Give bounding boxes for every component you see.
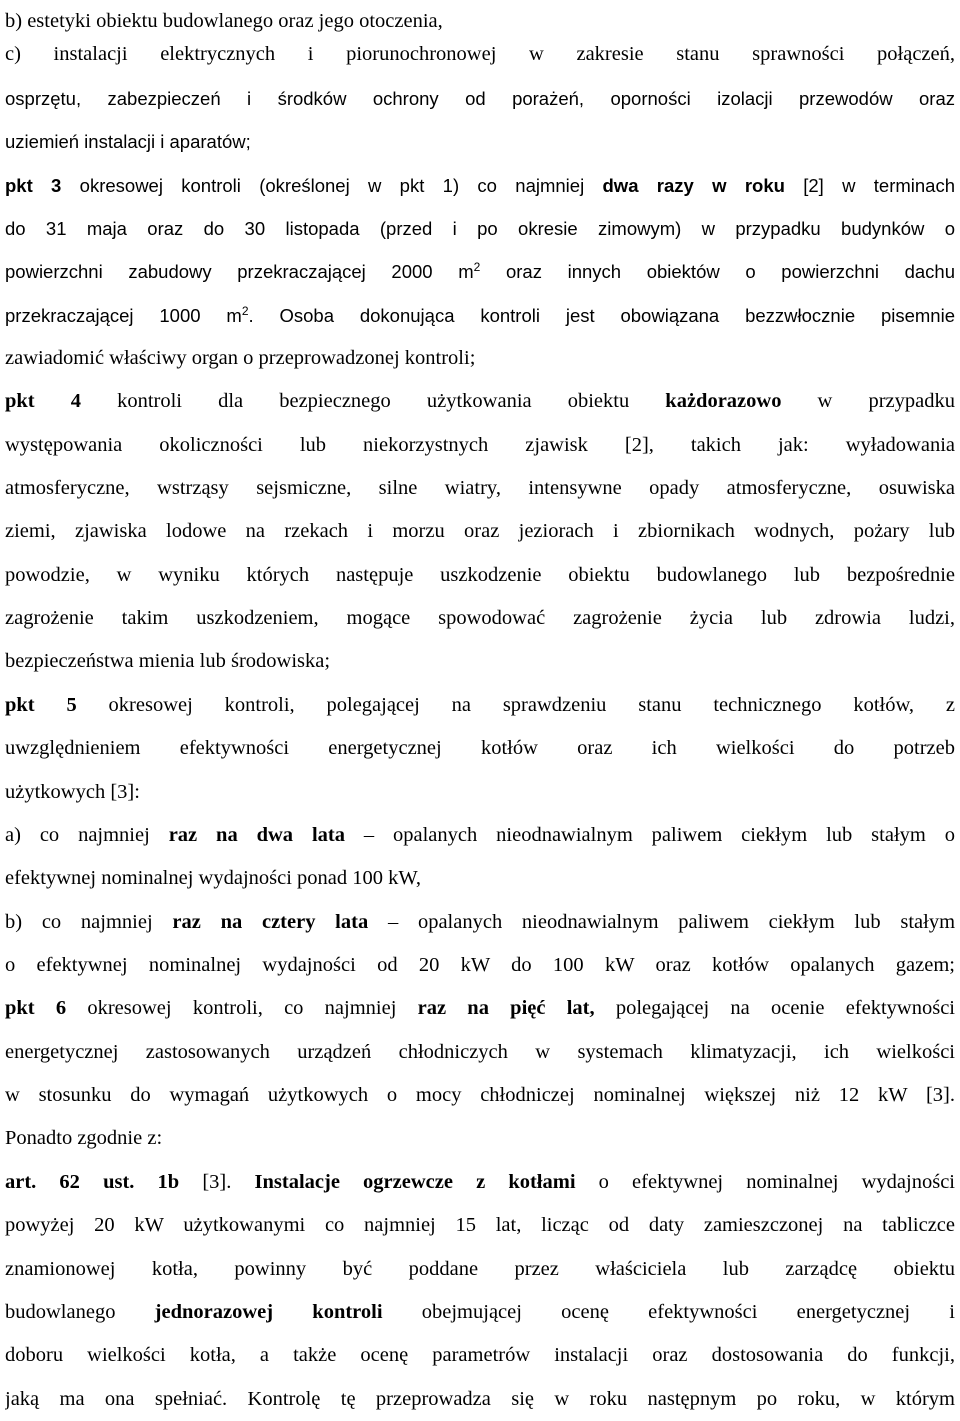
text-line: energetycznej zastosowanych urządzeń chłodniczych w systemach klimatyzacji, ich wielkości (5, 1041, 955, 1063)
text-line: atmosferyczne, wstrząsy sejsmiczne, silne wiatry, intensywne opady atmosferyczne, osuwiska (5, 477, 955, 499)
point-5-item-b: b) co najmniej raz na cztery lata – opalanych nieodnawialnym paliwem ciekłym lub stałym (5, 911, 955, 933)
text-line: powyżej 20 kW użytkowanymi co najmniej 15 lat, licząc od daty zamieszczonej na tabliczce (5, 1214, 955, 1236)
text-line: jaką ma ona spełniać. Kontrolę tę przeprowadza się w roku następnym po roku, w którym (5, 1388, 955, 1410)
text-line: efektywnej nominalnej wydajności ponad 100 kW, (5, 867, 421, 889)
point-5-item-a: a) co najmniej raz na dwa lata – opalanych nieodnawialnym paliwem ciekłym lub stałym o (5, 824, 955, 846)
text-line: użytkowych [3]: (5, 781, 140, 803)
point-5-heading: pkt 5 okresowej kontroli, polegającej na sprawdzeniu stanu technicznego kotłów, z (5, 694, 955, 716)
text-line: zawiadomić właściwy organ o przeprowadzonej kontroli; (5, 347, 476, 369)
text-line: do 31 maja oraz do 30 listopada (przed i po okresie zimowym) w przypadku budynków o (5, 218, 955, 239)
point-3-heading: pkt 3 okresowej kontroli (określonej w pkt 1) co najmniej dwa razy w roku [2] w terminach (5, 175, 955, 196)
text-line: przekraczającej 1000 $m^2$. Osoba dokonująca kontroli jest obowiązana bezzwłocznie pisemnie (5, 304, 955, 326)
text-line: c) instalacji elektrycznych i piorunochronowej w zakresie stanu sprawności połączeń, (5, 43, 955, 65)
text-line: powodzie, w wyniku których następuje uszkodzenie obiektu budowlanego lub bezpośrednie (5, 564, 955, 586)
article-62-heading: art. 62 ust. 1b [3]. Instalacje ogrzewcze z kotłami o efektywnej nominalnej wydajności (5, 1171, 955, 1193)
text-line: osprzętu, zabezpieczeń i środków ochrony od porażeń, oporności izolacji przewodów oraz (5, 88, 955, 109)
text-line: powierzchni zabudowy przekraczającej 2000 $m^2$ oraz innych obiektów o powierzchni dachu (5, 260, 955, 282)
text-line: w stosunku do wymagań użytkowych o mocy chłodniczej nominalnej większej niż 12 kW [3]. (5, 1084, 955, 1106)
text-line: zagrożenie takim uszkodzeniem, mogące spowodować zagrożenie życia lub zdrowia ludzi, (5, 607, 955, 629)
text-line: Ponadto zgodnie z: (5, 1127, 163, 1149)
text-line: o efektywnej nominalnej wydajności od 20 kW do 100 kW oraz kotłów opalanych gazem; (5, 954, 955, 976)
text-line: budowlanego jednorazowej kontroli obejmującej ocenę efektywności energetycznej i (5, 1301, 955, 1323)
point-4-heading: pkt 4 kontroli dla bezpiecznego użytkowania obiektu każdorazowo w przypadku (5, 390, 955, 412)
text-line: znamionowej kotła, powinny być poddane przez właściciela lub zarządcę obiektu (5, 1258, 955, 1280)
text-line: bezpieczeństwa mienia lub środowiska; (5, 650, 331, 672)
text-line: uwzględnieniem efektywności energetycznej kotłów oraz ich wielkości do potrzeb (5, 737, 955, 759)
text-line: doboru wielkości kotła, a także ocenę parametrów instalacji oraz dostosowania do funkcji, (5, 1344, 955, 1366)
text-line: występowania okoliczności lub niekorzystnych zjawisk [2], takich jak: wyładowania (5, 434, 955, 456)
text-line: ziemi, zjawiska lodowe na rzekach i morzu oraz jeziorach i zbiornikach wodnych, pożary lub (5, 520, 955, 542)
text-line: uziemień instalacji i aparatów; (5, 131, 251, 152)
point-6-heading: pkt 6 okresowej kontroli, co najmniej raz na pięć lat, polegającej na ocenie efektywności (5, 997, 955, 1019)
text-line: b) estetyki obiektu budowlanego oraz jego otoczenia, (5, 10, 443, 32)
